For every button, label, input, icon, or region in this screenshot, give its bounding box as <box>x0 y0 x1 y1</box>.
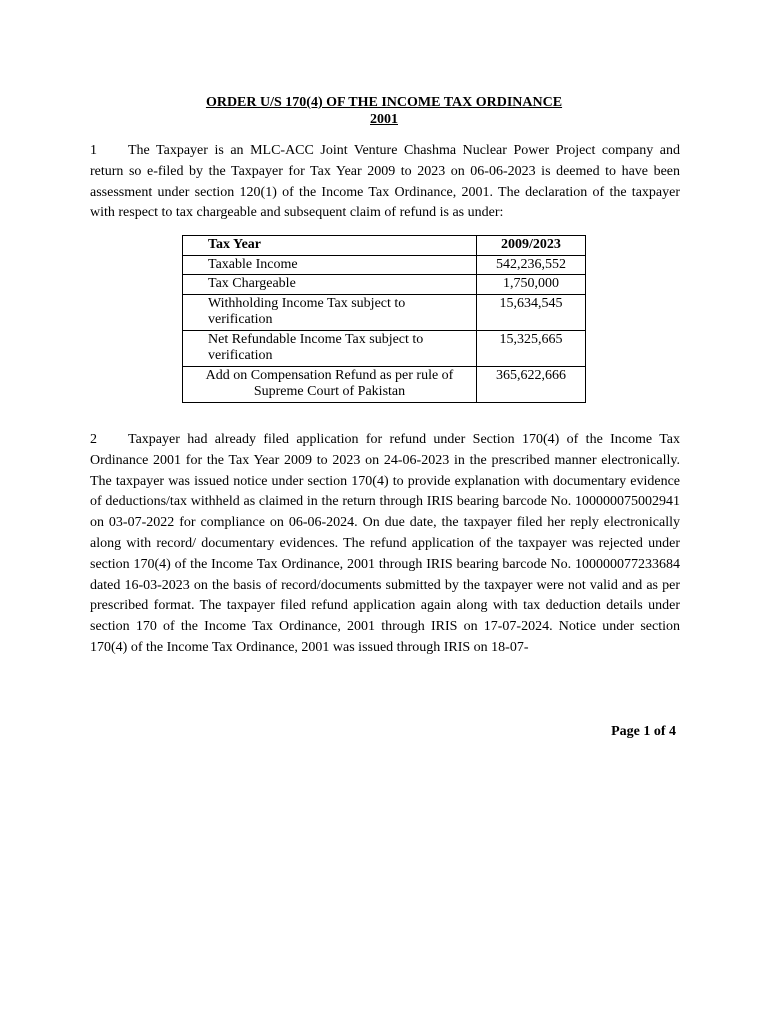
paragraph-2-number: 2 <box>90 432 97 447</box>
paragraph-2 <box>90 430 680 659</box>
row-label: Add on Compensation Refund as per rule of Supreme Court of Pakistan <box>183 366 477 402</box>
tax-summary-table <box>182 235 586 403</box>
page-number: Page 1 of 4 <box>611 724 676 739</box>
paragraph-1-number: 1 <box>90 143 97 158</box>
table-row <box>183 255 586 275</box>
row-value: 542,236,552 <box>477 255 586 275</box>
order-title-line1: ORDER U/S 170(4) OF THE INCOME TAX ORDINANCE <box>205 95 563 110</box>
order-title <box>90 94 678 128</box>
row-label: Tax Chargeable <box>183 275 477 295</box>
table-row <box>183 294 586 330</box>
table-row <box>183 330 586 366</box>
table-header-row <box>183 236 586 256</box>
row-value: 365,622,666 <box>477 366 586 402</box>
row-label: Net Refundable Income Tax subject to verification <box>183 330 477 366</box>
row-value: 15,325,665 <box>477 330 586 366</box>
paragraph-2-text: Taxpayer had already filed application for refund under Section 170(4) of the Income Tax Ordinance 2001 for the Tax Year 2009 to 2023 on 24-06-2023 in the prescribed manner electronically. The taxpayer was issued notice under section 170(4) to provide explanation with documentary evidence of deductions/tax withheld as claimed in the return through IRIS bearing barcode No. 100000075002941 on 03-07-2022 for compliance on 06-06-2024. On due date, the taxpayer filed her reply electronically along with record/ documentary evidences. The refund application of the taxpayer was rejected under section 170(4) of the Income Tax Ordinance, 2001 through IRIS bearing barcode No. 100000077233684 dated 16-03-2023 on the basis of record/documents submitted by the taxpayer were not valid and as per prescribed format. The taxpayer filed refund application again along with tax deduction details under section 170 of the Income Tax Ordinance, 2001 through IRIS on 17-07-2024. Notice under section 170(4) of the Income Tax Ordinance, 2001 was issued through IRIS on 18-07- <box>90 432 680 655</box>
paragraph-1 <box>90 141 680 224</box>
row-label: Taxable Income <box>183 255 477 275</box>
table-header-label: Tax Year <box>183 236 477 256</box>
row-value: 1,750,000 <box>477 275 586 295</box>
table-row <box>183 275 586 295</box>
row-value: 15,634,545 <box>477 294 586 330</box>
paragraph-1-text: The Taxpayer is an MLC-ACC Joint Venture Chashma Nuclear Power Project company and return so e-filed by the Taxpayer for Tax Year 2009 to 2023 on 06-06-2023 is deemed to have been assessment under section 120(1) of the Income Tax Ordinance, 2001. The declaration of the taxpayer with respect to tax chargeable and subsequent claim of refund is as under: <box>90 143 680 221</box>
table-row <box>183 366 586 402</box>
row-label: Withholding Income Tax subject to verification <box>183 294 477 330</box>
order-title-line2: 2001 <box>370 112 398 127</box>
table-header-value: 2009/2023 <box>477 236 586 256</box>
